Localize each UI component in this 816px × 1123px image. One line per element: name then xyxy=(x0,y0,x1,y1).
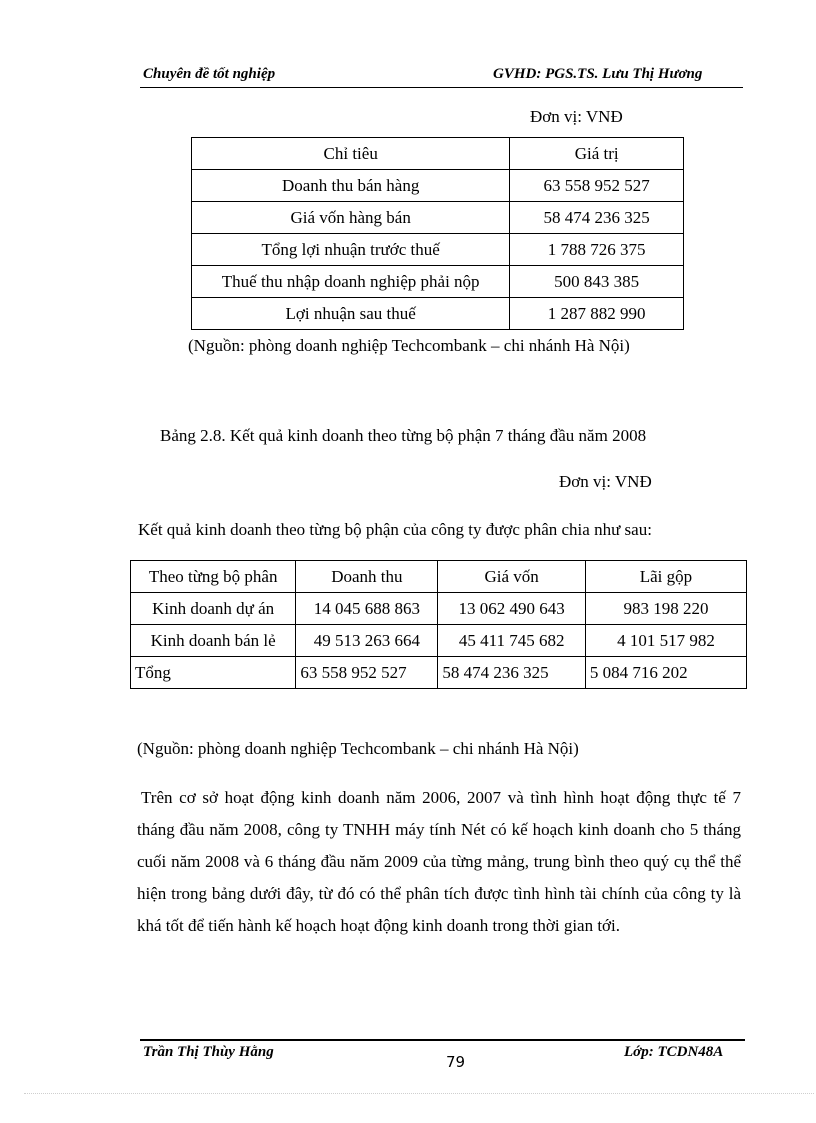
table-cell: 1 788 726 375 xyxy=(510,234,684,266)
header-title: Chuyên đề tốt nghiệp xyxy=(143,66,276,82)
table-cell: 45 411 745 682 xyxy=(438,625,585,657)
table-row xyxy=(192,202,684,234)
financial-summary-table xyxy=(191,137,684,330)
table-row xyxy=(131,593,747,625)
table-cell: 5 084 716 202 xyxy=(585,657,746,689)
table-row xyxy=(192,266,684,298)
table-total-row xyxy=(131,657,747,689)
header-rule xyxy=(140,87,743,88)
table-cell: 58 474 236 325 xyxy=(510,202,684,234)
table-cell: 14 045 688 863 xyxy=(296,593,438,625)
table-cell: Lợi nhuận sau thuế xyxy=(192,298,510,330)
page-boundary-line xyxy=(24,1093,814,1094)
table-header-cell: Theo từng bộ phân xyxy=(131,561,296,593)
table-header-row xyxy=(131,561,747,593)
footer-rule xyxy=(140,1039,745,1041)
table-row xyxy=(192,234,684,266)
table-cell: Doanh thu bán hàng xyxy=(192,170,510,202)
table2-source: (Nguồn: phòng doanh nghiệp Techcombank – chi nhánh Hà Nội) xyxy=(137,739,579,758)
table-header-row xyxy=(192,138,684,170)
table-header-cell: Giá vốn xyxy=(438,561,585,593)
table-row xyxy=(192,298,684,330)
table-header-cell: Giá trị xyxy=(510,138,684,170)
table-cell: 63 558 952 527 xyxy=(296,657,438,689)
table-cell: 983 198 220 xyxy=(585,593,746,625)
header-supervisor: GVHD: PGS.TS. Lưu Thị Hương xyxy=(493,66,703,82)
table2-unit: Đơn vị: VNĐ xyxy=(559,472,652,491)
table-cell: Kinh doanh bán lẻ xyxy=(131,625,296,657)
table-cell: 13 062 490 643 xyxy=(438,593,585,625)
table-cell: 1 287 882 990 xyxy=(510,298,684,330)
table-row xyxy=(131,625,747,657)
table2-caption: Bảng 2.8. Kết quả kinh doanh theo từng bộ phận 7 tháng đầu năm 2008 xyxy=(160,426,647,445)
table-cell: Thuế thu nhập doanh nghiệp phải nộp xyxy=(192,266,510,298)
footer-class: Lớp: TCDN48A xyxy=(624,1044,724,1060)
page-number: 79 xyxy=(446,1053,466,1071)
table-cell: Kinh doanh dự án xyxy=(131,593,296,625)
table-cell: 500 843 385 xyxy=(510,266,684,298)
table-row xyxy=(192,170,684,202)
table-header-cell: Chỉ tiêu xyxy=(192,138,510,170)
table-cell: 58 474 236 325 xyxy=(438,657,585,689)
table1-source: (Nguồn: phòng doanh nghiệp Techcombank – chi nhánh Hà Nội) xyxy=(188,336,630,355)
table-cell: Tổng xyxy=(131,657,296,689)
table-cell: Tổng lợi nhuận trước thuế xyxy=(192,234,510,266)
table-cell: 63 558 952 527 xyxy=(510,170,684,202)
table2-intro: Kết quả kinh doanh theo từng bộ phận của công ty được phân chia như sau: xyxy=(138,520,652,539)
table-cell: 4 101 517 982 xyxy=(585,625,746,657)
table-header-cell: Doanh thu xyxy=(296,561,438,593)
table-cell: Giá vốn hàng bán xyxy=(192,202,510,234)
table1-unit: Đơn vị: VNĐ xyxy=(530,107,623,126)
table-cell: 49 513 263 664 xyxy=(296,625,438,657)
footer-author: Trần Thị Thùy Hằng xyxy=(143,1044,274,1060)
body-paragraph: Trên cơ sở hoạt động kinh doanh năm 2006, 2007 và tình hình hoạt động thực tế 7 tháng đầu năm 2008, công ty TNHH máy tính Nét có kế hoạch kinh doanh cho 5 tháng cuối năm 2008 và 6 tháng đầu năm 2009 của từng mảng, trung bình theo quý cụ thể thể hiện trong bảng dưới đây, từ đó có thể phân tích được tình hình tài chính của công ty là khá tốt để tiến hành kế hoạch hoạt động kinh doanh trong thời gian tới. xyxy=(137,788,741,935)
segment-results-table xyxy=(130,560,747,689)
table-header-cell: Lãi gộp xyxy=(585,561,746,593)
